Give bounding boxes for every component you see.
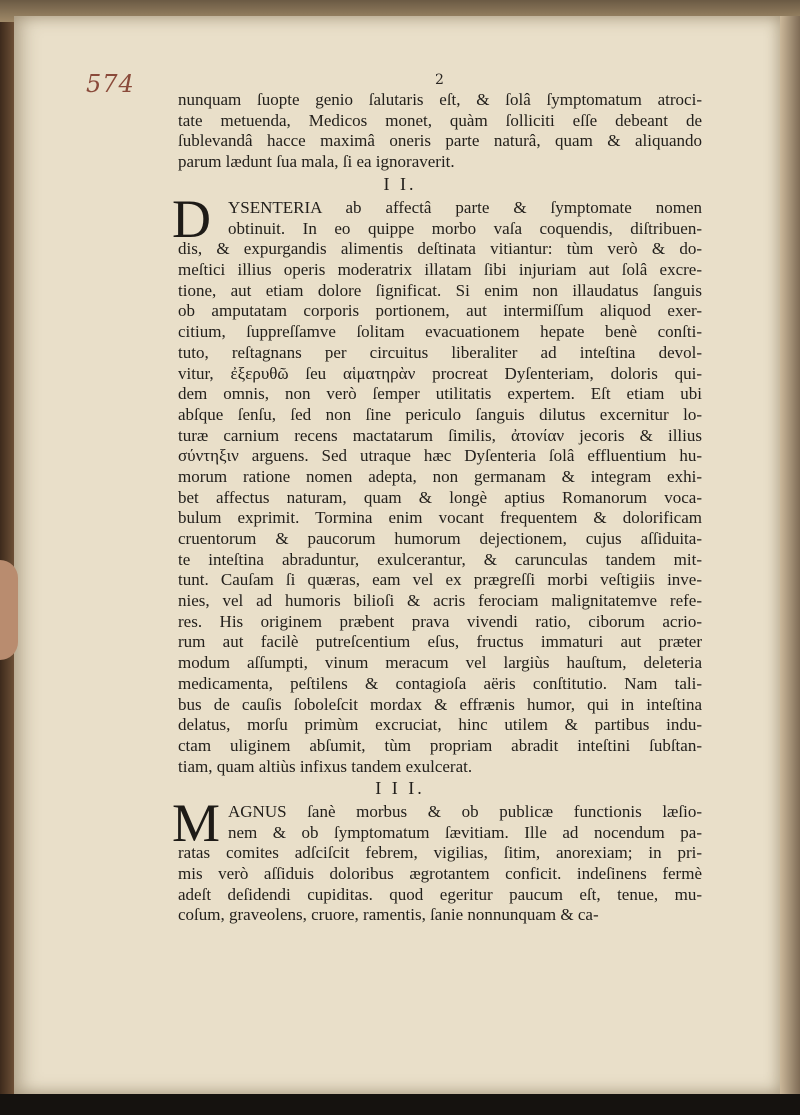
drop-cap-d: D bbox=[172, 189, 211, 249]
page-number: 2 bbox=[435, 72, 444, 88]
text-line: nem & ob ſymptomatum ſævitiam. Ille ad nocendum pa- bbox=[228, 822, 702, 842]
section-numeral-2: I I. bbox=[383, 174, 417, 194]
text-line: rum aut facilè putreſcentium eſus, fructus immaturi aut præter bbox=[178, 632, 702, 652]
text-line: modum aſſumpti, vinum meracum vel largiùs hauſtum, deleteria bbox=[178, 653, 702, 673]
text-line: YSENTERIA ab affectâ parte & ſymptomate nomen bbox=[228, 198, 702, 217]
text-line: bet affectus naturam, quam & longè aptius Romanorum voca- bbox=[178, 487, 702, 507]
text-line: turæ carnium recens mactatarum ſimilis, ἀτονίαν jecoris & illius bbox=[178, 425, 702, 445]
text-line: te inteſtina abraduntur, exulcerantur, & carunculas tandem mit- bbox=[178, 549, 702, 569]
text-line: σύντηξιν arguens. Sed utraque hæc Dyſenteria ſolâ effluentium hu- bbox=[178, 446, 702, 466]
text-line: cruentorum & paucorum humorum dejectionem, cujus aſſiduita- bbox=[178, 529, 702, 548]
text-line: ob amputatam corporis portionem, aut intermiſſum aliquod exer- bbox=[178, 301, 702, 321]
text-line: ſublevandâ hacce maximâ oneris parte naturâ, quam & aliquando bbox=[178, 131, 702, 151]
text-line: morum ratione nomen adepta, non germanam & integram exhi- bbox=[178, 466, 702, 486]
text-line: citium, ſuppreſſamve ſolitam evacuationem hepate benè conſti- bbox=[178, 322, 702, 342]
holding-thumb bbox=[0, 560, 18, 660]
section-2-paragraph bbox=[178, 198, 702, 777]
text-line: ratas comites adſciſcit febrem, vigilias, ſitim, anorexiam; in pri- bbox=[178, 843, 702, 863]
text-line: ctam uliginem abſumit, tùm propriam abradit inteſtini ſubſtan- bbox=[178, 735, 702, 755]
text-line: coſum, graveolens, cruore, ramentis, ſanie nonnunquam & ca- bbox=[178, 905, 599, 925]
text-line: adeſt deſidendi cupiditas. quod egeritur paucum eſt, tenue, mu- bbox=[178, 884, 702, 904]
text-line: medicamenta, peſtilens & contagioſa aëris conſtitutio. Nam tali- bbox=[178, 673, 702, 693]
text-line: bulum exprimit. Tormina enim vocant frequentem & dolorificam bbox=[178, 508, 702, 528]
text-line: AGNUS ſanè morbus & ob publicæ functionis læſio- bbox=[228, 802, 702, 821]
text-line: nies, vel ad humoris bilioſi & acris ferociam malignitatemve refe- bbox=[178, 591, 702, 611]
text-line: parum lædunt ſua mala, ſi ea ignoraverit. bbox=[178, 152, 455, 172]
handwritten-annotation: 574 bbox=[86, 70, 135, 98]
text-line: bus de cauſis ſoboleſcit mordax & effrænis humor, qui in inteſtina bbox=[178, 694, 702, 714]
text-line: tate metuenda, Medicos monet, quàm ſolliciti eſſe debeant de bbox=[178, 110, 702, 130]
text-line: tuto, reſtagnans per circuitus liberaliter ad inteſtina devol- bbox=[178, 342, 702, 362]
section-3-paragraph bbox=[178, 802, 702, 926]
text-line: tione, aut etiam dolore ſignificat. Si enim non illaudatus ſanguis bbox=[178, 280, 702, 300]
section-numeral-3: I I I. bbox=[375, 778, 425, 798]
text-line: res. His originem præbent prava vivendi ratio, ciborum acrio- bbox=[178, 611, 702, 631]
text-line: abſque ſenſu, ſed non ſine periculo ſanguis dilutus excernitur lo- bbox=[178, 404, 702, 424]
text-line: obtinuit. In eo quippe morbo vaſa coquendis, diſtribuen- bbox=[228, 218, 702, 238]
text-line: mis verò aſſiduis doloribus ægrotantem conficit. indeſinens fermè bbox=[178, 864, 702, 884]
text-line: tunt. Cauſam ſi quæras, eam vel ex prægreſſi morbi veſtigiis inve- bbox=[178, 570, 702, 590]
text-line: tiam, quam altiùs infixus tandem exulcerat. bbox=[178, 756, 473, 776]
intro-paragraph bbox=[178, 90, 702, 173]
text-line: dis, & expurgandis alimentis deſtinata vitiantur: tùm verò & do- bbox=[178, 239, 702, 259]
drop-cap-m: M bbox=[172, 793, 221, 853]
text-line: vitur, ἐξερυθῶ ſeu αἱματηρὰν procreat Dyſenteriam, doloris qui- bbox=[178, 363, 702, 383]
text-line: meſtici illius operis moderatrix illatam ſibi injuriam aut ſolâ excre- bbox=[178, 260, 702, 280]
background-table bbox=[0, 1094, 800, 1115]
text-line: dem omnis, non verò ſemper utilitatis expertem. Eſt etiam ubi bbox=[178, 384, 702, 404]
text-line: nunquam ſuopte genio ſalutaris eſt, & ſolâ ſymptomatum atroci- bbox=[178, 90, 702, 109]
text-line: delatus, morſu primùm excruciat, hinc utilem & partibus indu- bbox=[178, 715, 702, 735]
